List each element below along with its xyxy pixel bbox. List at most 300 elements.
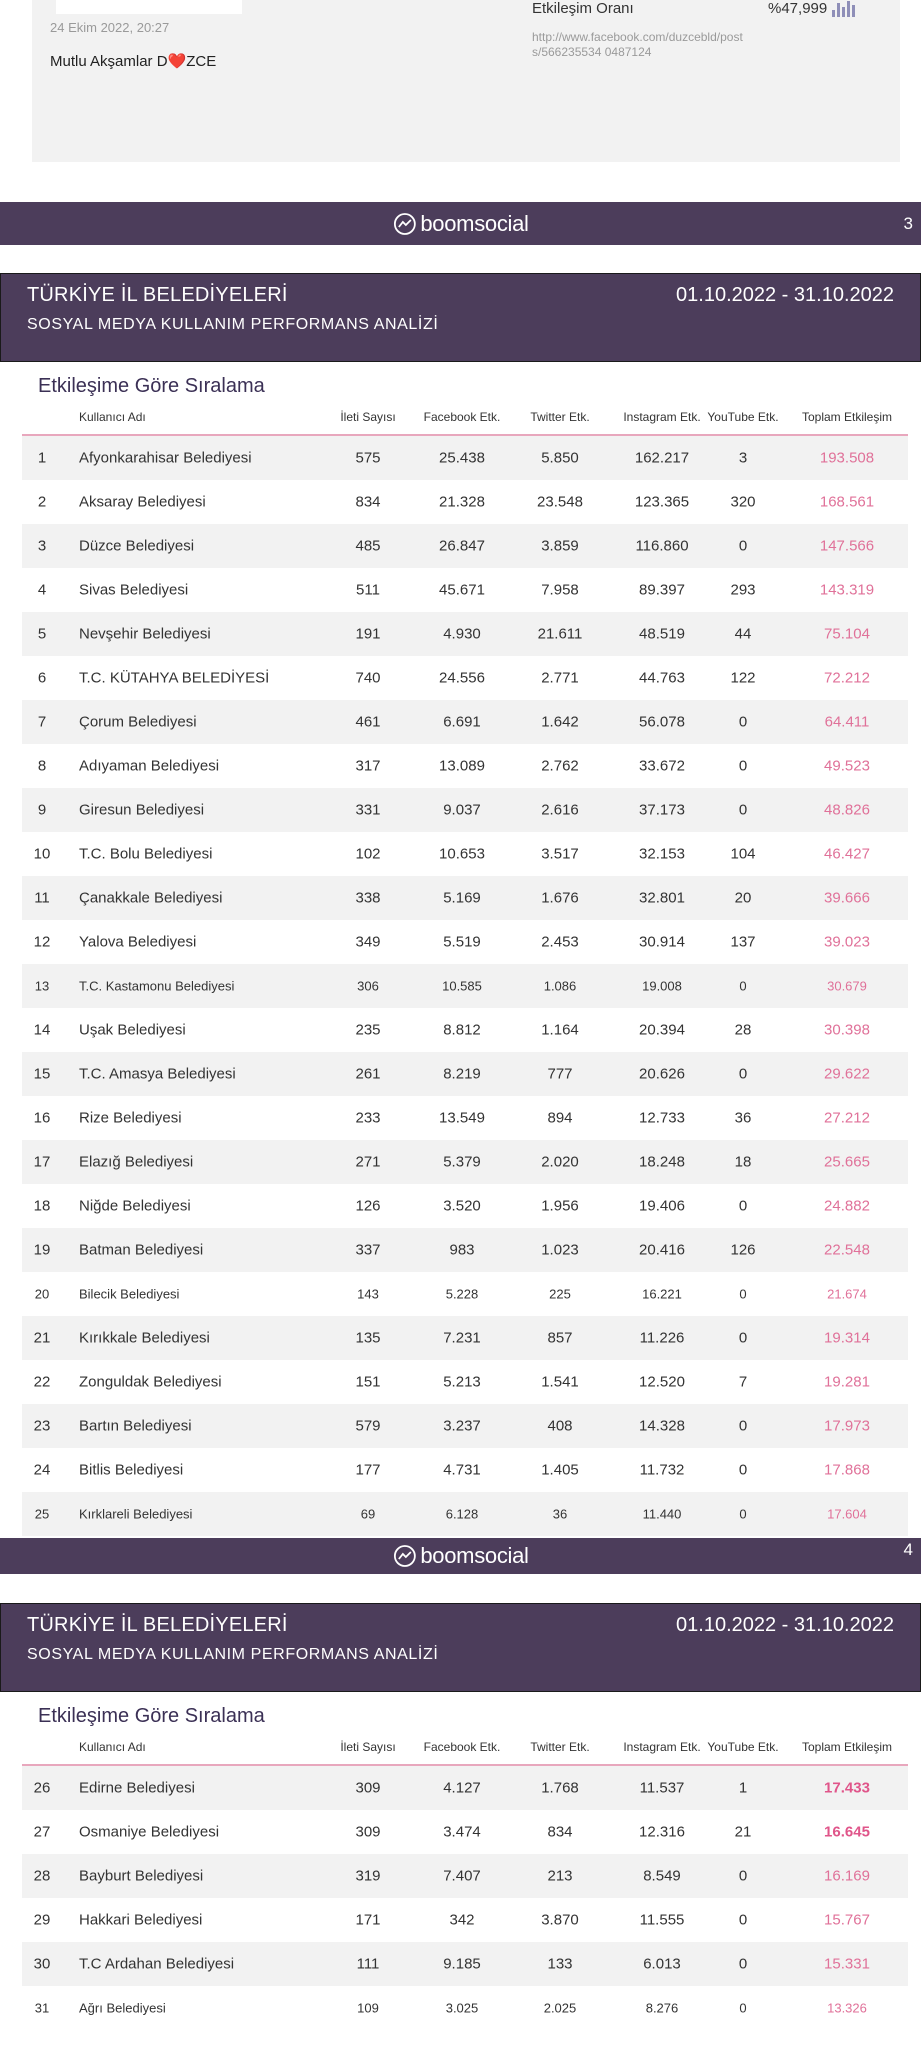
cell-rank: 7 [37,713,47,731]
cell-name: Yalova Belediyesi [79,933,197,951]
ranking-table [22,404,908,1536]
cell-instagram: 20.394 [639,1021,685,1039]
cell-rank: 4 [37,581,47,599]
cell-instagram: 12.316 [639,1823,685,1841]
cell-facebook: 3.474 [443,1823,481,1841]
table-row [22,1008,908,1052]
cell-rank: 15 [33,1065,51,1083]
cell-total: 143.319 [819,581,875,599]
cell-name: Uşak Belediyesi [79,1021,186,1039]
cell-rank: 19 [33,1241,51,1259]
cell-instagram: 32.801 [639,889,685,907]
cell-twitter: 5.850 [541,449,579,467]
cell-rank: 24 [33,1461,51,1479]
cell-facebook: 7.407 [443,1867,481,1885]
page-number: 4 [903,1540,913,1559]
cell-posts: 111 [356,1955,380,1973]
page-footer [0,1538,921,1574]
brand-logo [392,211,528,237]
cell-rank: 31 [34,2000,50,2016]
cell-name: Edirne Belediyesi [79,1779,195,1797]
cell-instagram: 44.763 [639,669,685,687]
date-range: 01.10.2022 - 31.10.2022 [676,1614,894,1636]
cell-name: Çorum Belediyesi [79,713,197,731]
cell-total: 17.973 [824,1417,870,1435]
table-row [22,436,908,480]
cell-instagram: 89.397 [639,581,685,599]
cell-facebook: 983 [449,1241,475,1259]
cell-youtube: 28 [734,1021,752,1039]
brand-logo [392,1543,528,1569]
table-row [22,1272,908,1316]
cell-instagram: 11.440 [642,1506,682,1522]
cell-twitter: 1.541 [541,1373,579,1391]
cell-total: 16.169 [824,1867,870,1885]
report-subtitle: SOSYAL MEDYA KULLANIM PERFORMANS ANALİZİ [27,1646,439,1663]
cell-instagram: 12.520 [639,1373,685,1391]
cell-name: Sivas Belediyesi [79,581,189,599]
cell-instagram: 162.217 [634,449,690,467]
cell-twitter: 1.956 [541,1197,579,1215]
table-row [22,568,908,612]
cell-total: 147.566 [819,537,875,555]
cell-posts: 126 [355,1197,381,1215]
cell-name: Adıyaman Belediyesi [79,757,220,775]
cell-posts: 191 [355,625,381,643]
cell-instagram: 56.078 [639,713,685,731]
cell-facebook: 4.731 [443,1461,481,1479]
cell-twitter: 21.611 [537,625,583,643]
cell-name: T.C Ardahan Belediyesi [79,1955,235,1973]
cell-total: 49.523 [824,757,870,775]
cell-instagram: 8.549 [643,1867,681,1885]
cell-rank: 23 [33,1417,51,1435]
col-header-facebook: Facebook Etk. [423,410,501,424]
cell-facebook: 10.653 [439,845,485,863]
cell-posts: 109 [357,2000,379,2016]
cell-facebook: 9.037 [443,801,481,819]
table-header [22,404,908,436]
cell-youtube: 104 [730,845,756,863]
cell-total: 22.548 [824,1241,870,1259]
table-row [22,1228,908,1272]
cell-total: 16.645 [824,1823,870,1841]
table-row [22,1140,908,1184]
post-image-placeholder [56,0,242,14]
page-number: 3 [903,213,913,233]
cell-rank: 30 [33,1955,51,1973]
cell-total: 15.331 [824,1955,870,1973]
post-link[interactable]: http://www.facebook.com/duzcebld/posts/566235534 0487124 [532,30,743,59]
cell-total: 39.666 [824,889,870,907]
ranking-title: Etkileşime Göre Sıralama [38,1705,265,1727]
cell-instagram: 14.328 [639,1417,685,1435]
cell-posts: 261 [355,1065,381,1083]
table-row [22,964,908,1008]
cell-instagram: 11.555 [639,1911,685,1929]
post-card [32,0,900,162]
table-row [22,1360,908,1404]
report-title: TÜRKİYE İL BELEDİYELERİ [27,1614,288,1636]
cell-twitter: 213 [547,1867,573,1885]
cell-rank: 18 [33,1197,51,1215]
cell-twitter: 2.616 [541,801,579,819]
cell-twitter: 1.086 [543,978,577,994]
col-header-twitter: Twitter Etk. [530,1740,590,1754]
cell-instagram: 12.733 [639,1109,685,1127]
cell-youtube: 320 [730,493,756,511]
cell-total: 168.561 [819,493,875,511]
report-title: TÜRKİYE İL BELEDİYELERİ [27,284,288,306]
cell-rank: 9 [37,801,47,819]
cell-youtube: 7 [738,1373,748,1391]
cell-rank: 6 [37,669,47,687]
cell-name: Niğde Belediyesi [79,1197,191,1215]
cell-total: 72.212 [824,669,870,687]
table-row [22,480,908,524]
cell-name: Bilecik Belediyesi [79,1286,180,1302]
cell-facebook: 342 [449,1911,475,1929]
cell-total: 24.882 [824,1197,870,1215]
cell-instagram: 16.221 [642,1286,682,1302]
cell-posts: 338 [355,889,381,907]
cell-youtube: 0 [738,1417,748,1435]
cell-youtube: 21 [734,1823,752,1841]
cell-name: Aksaray Belediyesi [79,493,206,511]
cell-facebook: 45.671 [439,581,485,599]
table-row [22,1810,908,1854]
cell-facebook: 4.930 [443,625,481,643]
cell-youtube: 0 [738,757,748,775]
ranking-table [22,1734,908,2030]
cell-instagram: 19.008 [642,978,682,994]
engagement-value: %47,999 [768,0,828,17]
cell-youtube: 0 [739,1286,747,1302]
table-row [22,700,908,744]
table-row [22,1986,908,2030]
cell-facebook: 21.328 [439,493,485,511]
cell-total: 15.767 [824,1911,870,1929]
cell-instagram: 32.153 [639,845,685,863]
section-header [0,273,921,362]
cell-posts: 177 [355,1461,381,1479]
cell-facebook: 25.438 [439,449,485,467]
cell-instagram: 30.914 [639,933,685,951]
cell-posts: 102 [355,845,381,863]
table-row [22,612,908,656]
table-row [22,1942,908,1986]
cell-instagram: 20.626 [639,1065,685,1083]
cell-twitter: 133 [547,1955,573,1973]
cell-twitter: 894 [547,1109,573,1127]
cell-twitter: 1.768 [541,1779,579,1797]
cell-posts: 317 [355,757,381,775]
col-header-instagram: Instagram Etk. [623,1740,701,1754]
cell-name: Bitlis Belediyesi [79,1461,184,1479]
cell-total: 19.314 [824,1329,870,1347]
cell-facebook: 13.089 [439,757,485,775]
cell-youtube: 0 [738,1461,748,1479]
cell-youtube: 20 [734,889,752,907]
cell-name: Batman Belediyesi [79,1241,204,1259]
cell-facebook: 3.237 [443,1417,481,1435]
cell-posts: 740 [355,669,381,687]
cell-name: Çanakkale Belediyesi [79,889,223,907]
table-row [22,1766,908,1810]
col-header-instagram: Instagram Etk. [623,410,701,424]
cell-posts: 575 [355,449,381,467]
cell-rank: 11 [34,889,50,907]
table-row [22,832,908,876]
cell-instagram: 37.173 [639,801,685,819]
cell-twitter: 3.517 [541,845,579,863]
cell-facebook: 24.556 [439,669,485,687]
ranking-title: Etkileşime Göre Sıralama [38,375,265,397]
cell-youtube: 44 [734,625,752,643]
table-row [22,876,908,920]
cell-name: Giresun Belediyesi [79,801,205,819]
cell-posts: 171 [355,1911,381,1929]
table-row [22,1898,908,1942]
col-header-twitter: Twitter Etk. [530,410,590,424]
cell-rank: 17 [33,1153,51,1171]
cell-posts: 834 [355,493,381,511]
boomsocial-logo-icon [392,1544,416,1568]
cell-rank: 13 [34,978,50,994]
cell-twitter: 36 [552,1506,568,1522]
cell-posts: 461 [355,713,381,731]
cell-youtube: 0 [738,1911,748,1929]
cell-name: T.C. Amasya Belediyesi [79,1065,236,1083]
cell-instagram: 116.860 [635,537,689,555]
cell-facebook: 4.127 [443,1779,481,1797]
cell-youtube: 0 [738,1867,748,1885]
cell-twitter: 1.642 [541,713,579,731]
cell-youtube: 18 [734,1153,752,1171]
cell-twitter: 777 [547,1065,573,1083]
cell-instagram: 48.519 [639,625,685,643]
cell-youtube: 293 [730,581,756,599]
cell-twitter: 1.023 [541,1241,579,1259]
cell-total: 64.411 [824,713,870,731]
cell-total: 75.104 [824,625,870,643]
cell-youtube: 0 [739,1506,747,1522]
cell-rank: 27 [33,1823,51,1841]
cell-rank: 12 [33,933,51,951]
cell-posts: 233 [355,1109,381,1127]
cell-twitter: 7.958 [541,581,579,599]
cell-total: 21.674 [827,1286,867,1302]
cell-name: Bayburt Belediyesi [79,1867,204,1885]
cell-facebook: 26.847 [439,537,485,555]
post-text-after: ZCE [186,53,217,70]
cell-twitter: 2.020 [541,1153,579,1171]
cell-posts: 331 [355,801,381,819]
cell-instagram: 8.276 [645,2000,679,2016]
cell-rank: 8 [37,757,47,775]
cell-youtube: 36 [734,1109,752,1127]
cell-total: 46.427 [824,845,870,863]
cell-facebook: 5.213 [443,1373,481,1391]
cell-youtube: 0 [738,1955,748,1973]
cell-facebook: 5.519 [443,933,481,951]
cell-name: Osmaniye Belediyesi [79,1823,220,1841]
cell-instagram: 11.226 [639,1329,685,1347]
table-row [22,1404,908,1448]
cell-total: 17.868 [824,1461,870,1479]
table-row [22,524,908,568]
cell-total: 48.826 [824,801,870,819]
cell-instagram: 20.416 [639,1241,685,1259]
cell-twitter: 1.676 [541,889,579,907]
cell-total: 19.281 [824,1373,870,1391]
brand-name: boomsocial [420,210,529,236]
cell-rank: 26 [33,1779,51,1797]
cell-total: 17.604 [827,1506,867,1522]
cell-youtube: 126 [730,1241,756,1259]
col-header-posts: İleti Sayısı [340,410,396,424]
table-row [22,1854,908,1898]
cell-posts: 485 [355,537,381,555]
cell-facebook: 3.025 [445,2000,479,2016]
cell-posts: 235 [355,1021,381,1039]
cell-facebook: 8.812 [443,1021,481,1039]
report-subtitle: SOSYAL MEDYA KULLANIM PERFORMANS ANALİZİ [27,316,439,333]
cell-posts: 143 [357,1286,379,1302]
cell-twitter: 2.453 [541,933,579,951]
cell-posts: 579 [355,1417,381,1435]
col-header-total: Toplam Etkileşim [801,1740,893,1754]
boomsocial-logo-icon [392,212,416,236]
cell-twitter: 3.870 [541,1911,579,1929]
cell-youtube: 0 [738,1065,748,1083]
cell-youtube: 0 [738,537,748,555]
cell-rank: 3 [37,537,47,555]
cell-rank: 22 [33,1373,51,1391]
table-row [22,920,908,964]
cell-total: 27.212 [824,1109,870,1127]
cell-rank: 29 [33,1911,51,1929]
cell-facebook: 6.128 [445,1506,479,1522]
cell-posts: 151 [355,1373,381,1391]
cell-twitter: 834 [547,1823,573,1841]
cell-total: 193.508 [819,449,875,467]
heart-icon: ❤️ [167,53,187,70]
cell-name: Düzce Belediyesi [79,537,195,555]
cell-name: Bartın Belediyesi [79,1417,192,1435]
cell-instagram: 123.365 [634,493,690,511]
cell-name: Ağrı Belediyesi [79,2000,166,2016]
cell-rank: 16 [33,1109,51,1127]
table-row [22,1448,908,1492]
brand-name: boomsocial [420,1543,529,1568]
cell-youtube: 0 [738,713,748,731]
cell-instagram: 18.248 [639,1153,685,1171]
post-text [50,52,216,70]
cell-twitter: 857 [547,1329,573,1347]
table-row [22,1184,908,1228]
cell-instagram: 6.013 [643,1955,681,1973]
cell-rank: 14 [33,1021,51,1039]
cell-facebook: 8.219 [443,1065,481,1083]
cell-posts: 306 [357,978,379,994]
cell-posts: 135 [355,1329,381,1347]
col-header-total: Toplam Etkileşim [801,410,893,424]
cell-name: T.C. KÜTAHYA BELEDİYESİ [79,669,270,687]
table-row [22,744,908,788]
cell-youtube: 0 [738,801,748,819]
cell-name: Zonguldak Belediyesi [79,1373,222,1391]
cell-posts: 511 [356,581,380,599]
cell-facebook: 5.169 [443,889,481,907]
cell-name: Elazığ Belediyesi [79,1153,194,1171]
cell-posts: 69 [360,1506,376,1522]
cell-youtube: 122 [730,669,756,687]
cell-rank: 25 [34,1506,50,1522]
cell-total: 25.665 [824,1153,870,1171]
cell-facebook: 10.585 [442,978,482,994]
bar-chart-icon [832,0,855,17]
engagement-label: Etkileşim Oranı [532,0,634,17]
cell-rank: 21 [33,1329,51,1347]
cell-facebook: 7.231 [443,1329,481,1347]
cell-name: Kırklareli Belediyesi [79,1506,193,1522]
table-row [22,656,908,700]
cell-twitter: 408 [547,1417,573,1435]
cell-name: Nevşehir Belediyesi [79,625,211,643]
cell-instagram: 11.537 [639,1779,685,1797]
col-header-facebook: Facebook Etk. [423,1740,501,1754]
cell-twitter: 23.548 [537,493,583,511]
table-row [22,1096,908,1140]
table-row [22,1052,908,1096]
cell-posts: 309 [355,1823,381,1841]
cell-total: 29.622 [824,1065,870,1083]
cell-posts: 319 [355,1867,381,1885]
cell-facebook: 5.228 [445,1286,479,1302]
cell-total: 39.023 [824,933,870,951]
cell-name: Rize Belediyesi [79,1109,182,1127]
table-row [22,788,908,832]
cell-name: Kırıkkale Belediyesi [79,1329,210,1347]
post-text-before: Mutlu Akşamlar D [50,53,168,70]
page-footer [0,202,921,245]
cell-rank: 1 [37,449,47,467]
cell-posts: 309 [355,1779,381,1797]
cell-facebook: 6.691 [443,713,481,731]
cell-posts: 349 [355,933,381,951]
cell-twitter: 225 [549,1286,571,1302]
cell-rank: 10 [33,845,51,863]
cell-youtube: 137 [730,933,756,951]
cell-youtube: 0 [738,1329,748,1347]
cell-twitter: 1.164 [541,1021,579,1039]
col-header-username: Kullanıcı Adı [79,1740,146,1754]
cell-name: Hakkari Belediyesi [79,1911,203,1929]
cell-instagram: 33.672 [639,757,685,775]
post-date: 24 Ekim 2022, 20:27 [50,20,170,35]
cell-posts: 337 [355,1241,381,1259]
cell-facebook: 13.549 [439,1109,485,1127]
cell-youtube: 3 [738,449,748,467]
cell-total: 17.433 [824,1779,870,1797]
cell-twitter: 3.859 [541,537,579,555]
cell-youtube: 0 [739,2000,747,2016]
section-header [0,1603,921,1692]
col-header-username: Kullanıcı Adı [79,410,146,424]
cell-twitter: 2.762 [541,757,579,775]
cell-total: 30.398 [824,1021,870,1039]
